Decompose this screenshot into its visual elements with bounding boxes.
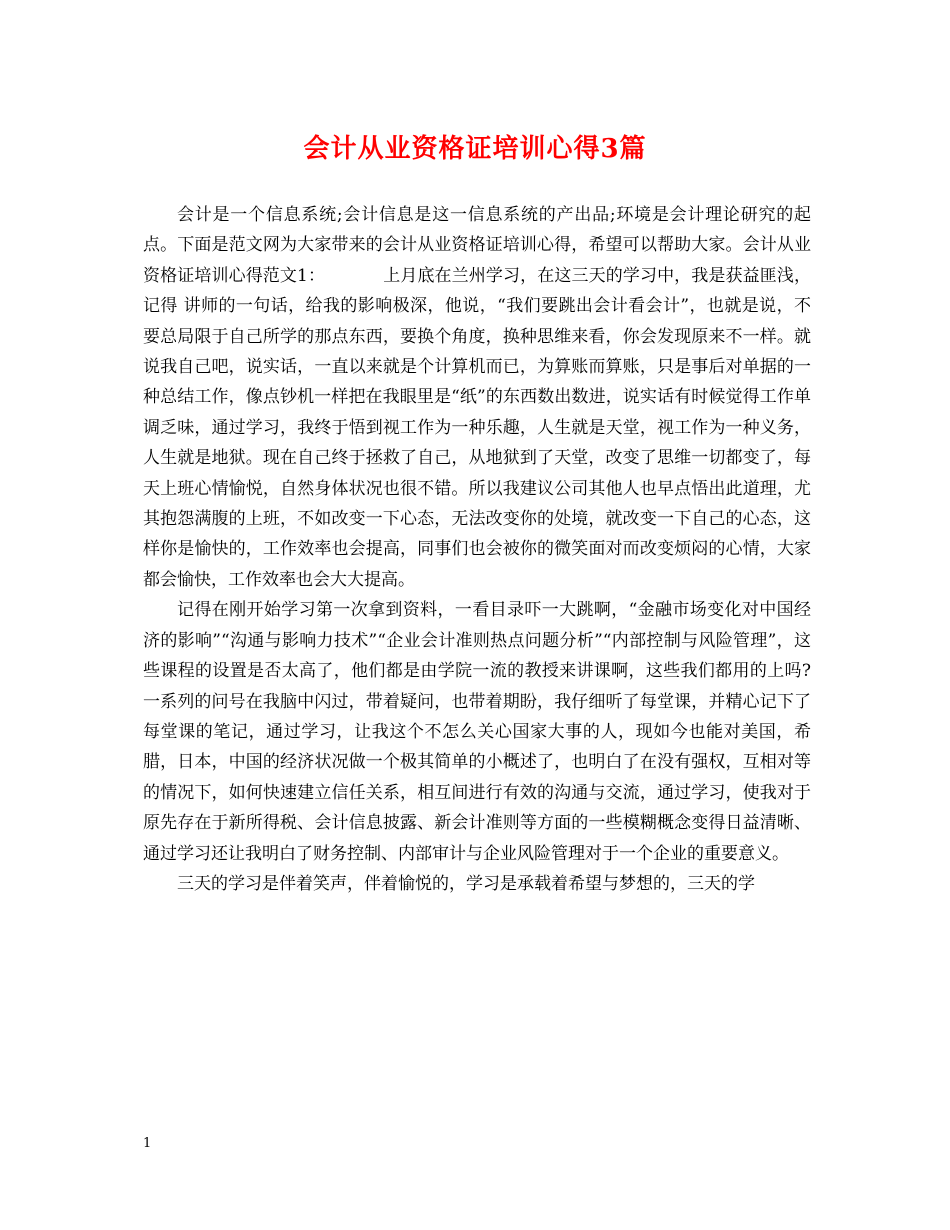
paragraph-intro-text: 会计是一个信息系统;会计信息是这一信息系统的产出品;环境是会计理论研究的起点。下面是范文网为大家带来的会计从业资格证培训心得，希望可以帮助大家。会计从业资格证培训心得范文1： <box>143 205 811 286</box>
document-title: 会计从业资格证培训心得3篇 <box>303 134 647 164</box>
paragraph-three-days: 三天的学习是伴着笑声，伴着愉悦的，学习是承载着希望与梦想的，三天的学 <box>177 873 755 894</box>
paragraph-intro-continuation: 上月底在兰州学习，在这三天的学习中，我是获益匪浅，记得 讲师的一句话，给我的影响极深，他说，“我们要跳出会计看会计”，也就是说，不要总局限于自己所学的那点东西，要换个角度，换种思维来看，你会发现原来不一样。就说我自己吧，说实话，一直以来就是个计算机而已，为算账而算账，只是事后对单据的一种总结工作，像点钞机一样把在我眼里是“纸”的东西数出数进，说实话有时候觉得工作单调乏味，通过学习，我终于悟到视工作为一种乐趣，人生就是天堂，视工作为一种义务，人生就是地狱。现在自己终于拯救了自己，从地狱到了天堂，改变了思维一切都变了，每天上班心情愉悦，自然身体状况也很不错。所以我建议公司其他人也早点悟出此道理，尤其抱怨满腹的上班，不如改变一下心态，无法改变你的处境，就改变一下自己的心态，这样你是愉快的，工作效率也会提高，同事们也会被你的微笑面对而改变烦闷的心情，大家都会愉快，工作效率也会大大提高。 <box>143 265 811 590</box>
paragraph-course-materials: 记得在刚开始学习第一次拿到资料，一看目录吓一大跳啊，“金融市场变化对中国经济的影响”“沟通与影响力技术”“企业会计准则热点问题分析”“内部控制与风险管理”，这些课程的设置是否太高了，他们都是由学院一流的教授来讲课啊，这些我们都用的上吗?一系列的问号在我脑中闪过，带着疑问，也带着期盼，我仔细听了每堂课，并精心记下了每堂课的笔记，通过学习，让我这个不怎么关心国家大事的人，现如今也能对美国，希腊，日本，中国的经济状况做一个极其简单的小概述了，也明白了在没有强权，互相对等的情况下，如何快速建立信任关系，相互间进行有效的沟通与交流，通过学习，使我对于原先存在于新所得税、会计信息披露、新会计准则等方面的一些模糊概念变得日益清晰、通过学习还让我明白了财务控制、内部审计与企业风险管理对于一个企业的重要意义。 <box>143 600 811 864</box>
document-body <box>143 200 811 899</box>
paragraph-intro <box>143 200 811 595</box>
page-number: 1 <box>143 1136 152 1151</box>
